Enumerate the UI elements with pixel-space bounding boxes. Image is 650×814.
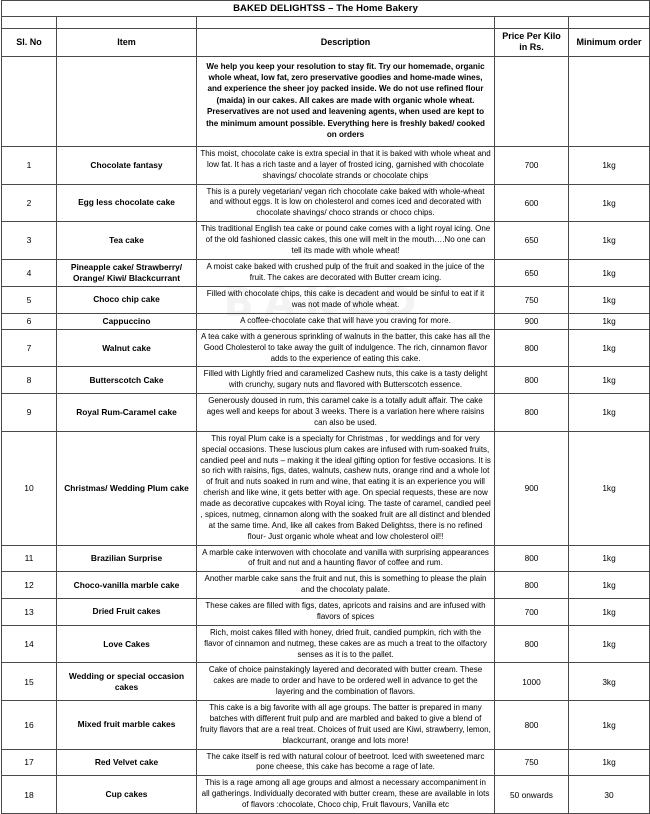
cell-description: Another marble cake sans the fruit and nut, this is something to please the plain and the chocolaty palate. [197,572,495,599]
cell-description: Rich, moist cakes filled with honey, dried fruit, candied pumpkin, rich with the flavor of cinnamon and nutmeg, these cakes are as much a treat to the olfactory senses as it is to the pallet. [197,625,495,663]
cell-price: 650 [495,259,569,286]
cell-minimum-order: 1kg [569,329,650,367]
cell-item: Choco chip cake [57,286,197,313]
cell-description: This moist, chocolate cake is extra special in that it is baked with whole wheat and low fat. It has a rich taste and a layer of frosted icing, garnished with chocolate shavings/ chocolate strands or chocolate chips [197,146,495,184]
cell-price: 600 [495,184,569,222]
cell-description: Cake of choice painstakingly layered and decorated with butter cream. These cakes are made to order and have to be ordered well in advance to get the layering and the combination of flavors. [197,663,495,701]
cell-slno: 4 [2,259,57,286]
cell-slno: 9 [2,394,57,432]
table-body [2,1,650,814]
table-row [2,545,650,572]
table-row [2,259,650,286]
cell-slno: 8 [2,367,57,394]
cell-description: A tea cake with a generous sprinkling of walnuts in the batter, this cake has all the Good Cholesterol to take away the guilt of indulgence. The rich, cinnamon flavor adds to the experience of eating this cake. [197,329,495,367]
spacer-cell-item [57,17,197,29]
cell-item: Egg less chocolate cake [57,184,197,222]
cell-price: 800 [495,367,569,394]
cell-price: 900 [495,431,569,545]
cell-slno: 1 [2,146,57,184]
intro-cell-price [495,56,569,146]
cell-slno: 13 [2,599,57,626]
cell-minimum-order: 1kg [569,572,650,599]
cell-description: These cakes are filled with figs, dates, apricots and raisins and are infused with flavors of spices [197,599,495,626]
table-row [2,625,650,663]
cell-minimum-order: 1kg [569,545,650,572]
cell-minimum-order: 1kg [569,431,650,545]
cell-minimum-order: 1kg [569,625,650,663]
intro-paragraph: We help you keep your resolution to stay fit. Try our homemade, organic whole wheat, low fat, zero preservative goodies and home-made wines, and experience the sheer joy packed inside. We do not use refined flour (maida) in our cakes. All cakes are made with organic whole wheat. Preservatives are not used and leavening agents, when used are kept to the minimum amount possible. Everything here is freshly baked/ cooked on orders [197,56,495,146]
cell-slno: 7 [2,329,57,367]
cell-slno: 3 [2,222,57,260]
table-row [2,701,650,750]
cell-slno: 16 [2,701,57,750]
table-row [2,663,650,701]
cell-minimum-order: 1kg [569,749,650,776]
cell-description: This royal Plum cake is a specialty for Christmas , for weddings and for very special occasions. These luscious plum cakes are infused with rum-soaked fruits, candied peel and nuts – making it the ideal gifting option for festive occasions. It is so rich with raisins, figs, dates, walnuts, cashew nuts, orange rind and a whole lot of fruit and nuts soaked in rum and wine, that eating it is an experience you will cherish and like wine, it gets better with age. On special requests, these are now made as decorative cupcakes with Royal icing. The taste of caramel, candied peel , spices, nutmeg, cinnamon along with the soaked fruit are all distinct and blended at the same time. And, like all cakes from Baked Delightss, there is no refined flour- Just organic whole wheat and low cholesterol oil!! [197,431,495,545]
spacer-row [2,17,650,29]
table-row [2,572,650,599]
cell-slno: 10 [2,431,57,545]
table-row [2,329,650,367]
document-title-row [2,1,650,17]
cell-slno: 5 [2,286,57,313]
cell-price: 800 [495,329,569,367]
bakery-price-table [1,0,650,814]
table-row [2,286,650,313]
cell-item: Christmas/ Wedding Plum cake [57,431,197,545]
cell-price: 650 [495,222,569,260]
cell-item: Mixed fruit marble cakes [57,701,197,750]
cell-slno: 14 [2,625,57,663]
cell-price: 1000 [495,663,569,701]
table-row [2,313,650,329]
cell-item: Cup cakes [57,776,197,814]
cell-price: 750 [495,286,569,313]
cell-price: 50 onwards [495,776,569,814]
table-row [2,222,650,260]
cell-slno: 18 [2,776,57,814]
cell-minimum-order: 1kg [569,313,650,329]
cell-price: 900 [495,313,569,329]
cell-description: A coffee-chocolate cake that will have you craving for more. [197,313,495,329]
cell-minimum-order: 1kg [569,146,650,184]
cell-description: This is a rage among all age groups and almost a necessary accompaniment in all gatherings. Individually decorated with butter cream, these are available in lots of flavors :chocolate, Choco chip, Fruit flavours, Vanilla etc [197,776,495,814]
spacer-cell-slno [2,17,57,29]
spacer-cell-minimum-order [569,17,650,29]
cell-item: Butterscotch Cake [57,367,197,394]
cell-price: 800 [495,701,569,750]
cell-description: Filled with chocolate chips, this cake is decadent and would be sinful to eat if it was not made of whole wheat. [197,286,495,313]
table-row [2,367,650,394]
cell-item: Love Cakes [57,625,197,663]
intro-cell-item [57,56,197,146]
cell-description: The cake itself is red with natural colour of beetroot. Iced with sweetened marc pone cheese, this cake has become a rage of late. [197,749,495,776]
cell-item: Wedding or special occasion cakes [57,663,197,701]
column-header-item: Item [57,29,197,57]
cell-item: Red Velvet cake [57,749,197,776]
cell-price: 700 [495,599,569,626]
cell-description: A marble cake interwoven with chocolate and vanilla with surprising appearances of fruit and nut and a haunting flavor of coffee and rum. [197,545,495,572]
table-row [2,431,650,545]
cell-item: Chocolate fantasy [57,146,197,184]
cell-minimum-order: 1kg [569,701,650,750]
cell-slno: 17 [2,749,57,776]
cell-item: Choco-vanilla marble cake [57,572,197,599]
document-title: BAKED DELIGHTSS – The Home Bakery [2,1,650,17]
cell-item: Tea cake [57,222,197,260]
cell-minimum-order: 1kg [569,367,650,394]
table-row [2,749,650,776]
intro-cell-slno [2,56,57,146]
cell-description: This cake is a big favorite with all age groups. The batter is prepared in many batches with different fruit pulp and are marbled and baked to give a blend of fruity flavors that are a real treat. Choices of fruit used are Kiwi, strawberry, lemon, blackcurrant, orange and lots more! [197,701,495,750]
cell-item: Walnut cake [57,329,197,367]
table-header-row [2,29,650,57]
intro-cell-minimum-order [569,56,650,146]
cell-minimum-order: 1kg [569,259,650,286]
cell-description: Generously doused in rum, this caramel cake is a totally adult affair. The cake ages well and keeps for about 3 weeks. There is a variation here where raisins can also be used. [197,394,495,432]
spacer-cell-price [495,17,569,29]
cell-item: Brazilian Surprise [57,545,197,572]
cell-slno: 6 [2,313,57,329]
cell-slno: 12 [2,572,57,599]
cell-minimum-order: 1kg [569,184,650,222]
table-row [2,146,650,184]
cell-minimum-order: 1kg [569,394,650,432]
intro-row [2,56,650,146]
cell-slno: 11 [2,545,57,572]
cell-item: Royal Rum-Caramel cake [57,394,197,432]
column-header-price: Price Per Kilo in Rs. [495,29,569,57]
cell-slno: 15 [2,663,57,701]
cell-item: Cappuccino [57,313,197,329]
cell-slno: 2 [2,184,57,222]
table-row [2,776,650,814]
cell-minimum-order: 1kg [569,222,650,260]
cell-description: Filled with Lightly fried and caramelized Cashew nuts, this cake is a tasty delight with crunchy, sugary nuts and flavored with Butterscotch essence. [197,367,495,394]
cell-price: 800 [495,545,569,572]
cell-minimum-order: 3kg [569,663,650,701]
column-header-description: Description [197,29,495,57]
column-header-slno: Sl. No [2,29,57,57]
cell-price: 800 [495,394,569,432]
cell-description: This traditional English tea cake or pound cake comes with a light royal icing. One of the old fashioned classic cakes, this one will melt in the mouth….No one can tell its made with whole wheat! [197,222,495,260]
cell-item: Dried Fruit cakes [57,599,197,626]
cell-minimum-order: 1kg [569,599,650,626]
cell-description: A moist cake baked with crushed pulp of the fruit and soaked in the juice of the fruit. The cakes are decorated with Butter cream icing. [197,259,495,286]
cell-minimum-order: 1kg [569,286,650,313]
cell-price: 800 [495,572,569,599]
column-header-minimum-order: Minimum order [569,29,650,57]
cell-minimum-order: 30 [569,776,650,814]
cell-item: Pineapple cake/ Strawberry/ Orange/ Kiwi/ Blackcurrant [57,259,197,286]
table-row [2,394,650,432]
cell-price: 800 [495,625,569,663]
table-row [2,184,650,222]
cell-price: 750 [495,749,569,776]
cell-description: This is a purely vegetarian/ vegan rich chocolate cake baked with whole-wheat and without eggs. It is low on cholesterol and comes iced and decorated with chocolate shavings/ choco strands or choco chips. [197,184,495,222]
cell-price: 700 [495,146,569,184]
spacer-cell-description [197,17,495,29]
table-row [2,599,650,626]
